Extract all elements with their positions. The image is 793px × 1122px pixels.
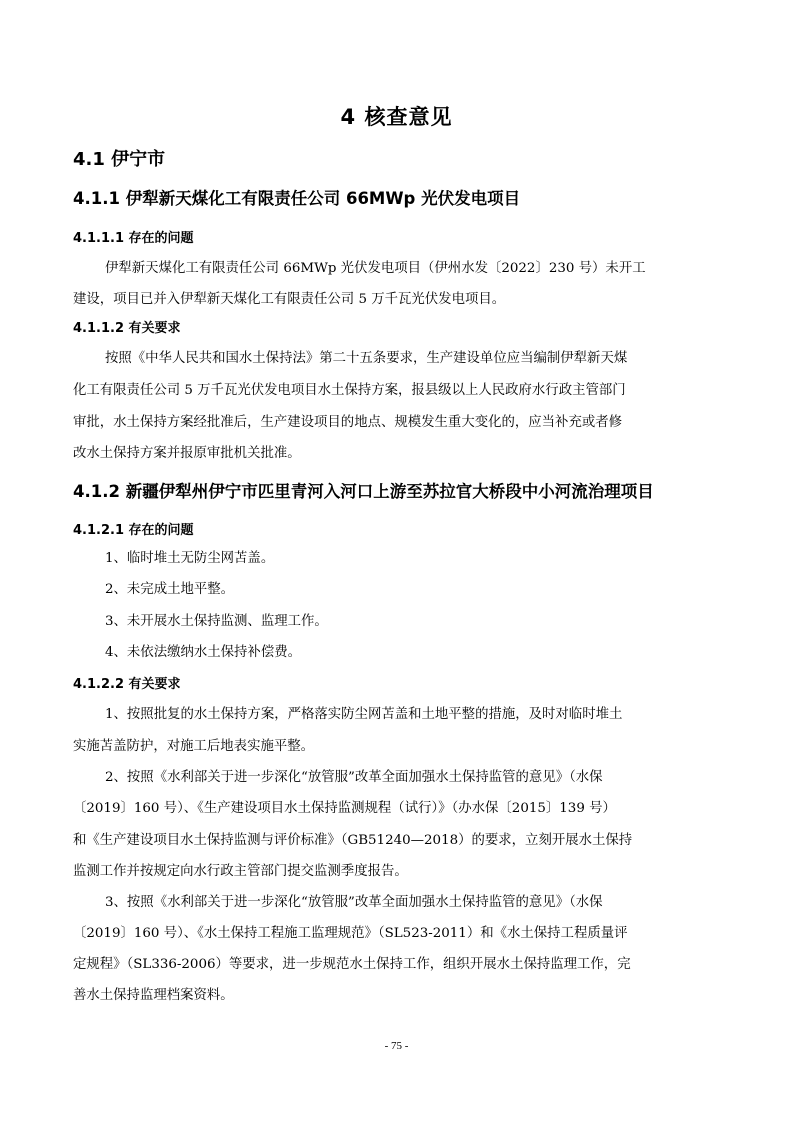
page-number: - 75 - bbox=[384, 1040, 409, 1052]
paragraph-line: 3、按照《水利部关于进一步深化“放管服”改革全面加强水土保持监管的意见》（水保 bbox=[105, 895, 603, 910]
list-item: 1、临时堆土无防尘网苫盖。 bbox=[105, 551, 275, 566]
list-item: 2、未完成土地平整。 bbox=[105, 582, 235, 597]
paragraph-line: 审批，水土保持方案经批准后，生产建设项目的地点、规模发生重大变化的，应当补充或者修 bbox=[73, 415, 623, 430]
paragraph-line: 化工有限责任公司 5 万千瓦光伏发电项目水土保持方案，报县级以上人民政府水行政主管部门 bbox=[73, 383, 626, 398]
paragraph-line: 监测工作并按规定向水行政主管部门提交监测季度报告。 bbox=[73, 864, 408, 879]
paragraph-line: 改水土保持方案并报原审批机关批准。 bbox=[73, 446, 301, 461]
project-2-requirements-heading: 4.1.2.2 有关要求 bbox=[73, 677, 181, 692]
section-title: 4.1 伊宁市 bbox=[73, 149, 166, 170]
paragraph-line: 伊犁新天煤化工有限责任公司 66MWp 光伏发电项目（伊州水发〔2022〕230 号）未开工 bbox=[105, 261, 646, 276]
paragraph-line: 和《生产建设项目水土保持监测与评价标准》（GB51240—2018）的要求，立刻开展水土保持 bbox=[73, 833, 633, 848]
paragraph-line: 定规程》（SL336-2006）等要求，进一步规范水土保持工作，组织开展水土保持监理工作，完 bbox=[73, 957, 631, 972]
list-item: 4、未依法缴纳水土保持补偿费。 bbox=[105, 645, 301, 660]
list-item: 3、未开展水土保持监测、监理工作。 bbox=[105, 614, 328, 629]
paragraph-line: 〔2019〕160 号）、《生产建设项目水土保持监测规程（试行）》（办水保〔2015〕139 号） bbox=[73, 801, 616, 816]
paragraph-line: 按照《中华人民共和国水土保持法》第二十五条要求，生产建设单位应当编制伊犁新天煤 bbox=[105, 351, 628, 366]
paragraph-line: 1、按照批复的水土保持方案，严格落实防尘网苫盖和土地平整的措施，及时对临时堆土 bbox=[105, 707, 623, 722]
paragraph-line: 〔2019〕160 号）、《水土保持工程施工监理规范》（SL523-2011）和《水土保持工程质量评 bbox=[73, 926, 628, 941]
project-1-issues-heading: 4.1.1.1 存在的问题 bbox=[73, 231, 194, 246]
project-2-issues-heading: 4.1.2.1 存在的问题 bbox=[73, 523, 194, 538]
paragraph-line: 实施苫盖防护，对施工后地表实施平整。 bbox=[73, 739, 315, 754]
project-1-title: 4.1.1 伊犁新天煤化工有限责任公司 66MWp 光伏发电项目 bbox=[73, 189, 521, 208]
project-1-requirements-heading: 4.1.1.2 有关要求 bbox=[73, 321, 181, 336]
paragraph-line: 2、按照《水利部关于进一步深化“放管服”改革全面加强水土保持监管的意见》（水保 bbox=[105, 770, 603, 785]
chapter-title: 4 核查意见 bbox=[340, 105, 453, 129]
project-2-title: 4.1.2 新疆伊犁州伊宁市匹里青河入河口上游至苏拉官大桥段中小河流治理项目 bbox=[73, 482, 654, 501]
paragraph-line: 善水土保持监理档案资料。 bbox=[73, 988, 234, 1003]
paragraph-line: 建设，项目已并入伊犁新天煤化工有限责任公司 5 万千瓦光伏发电项目。 bbox=[73, 292, 506, 307]
